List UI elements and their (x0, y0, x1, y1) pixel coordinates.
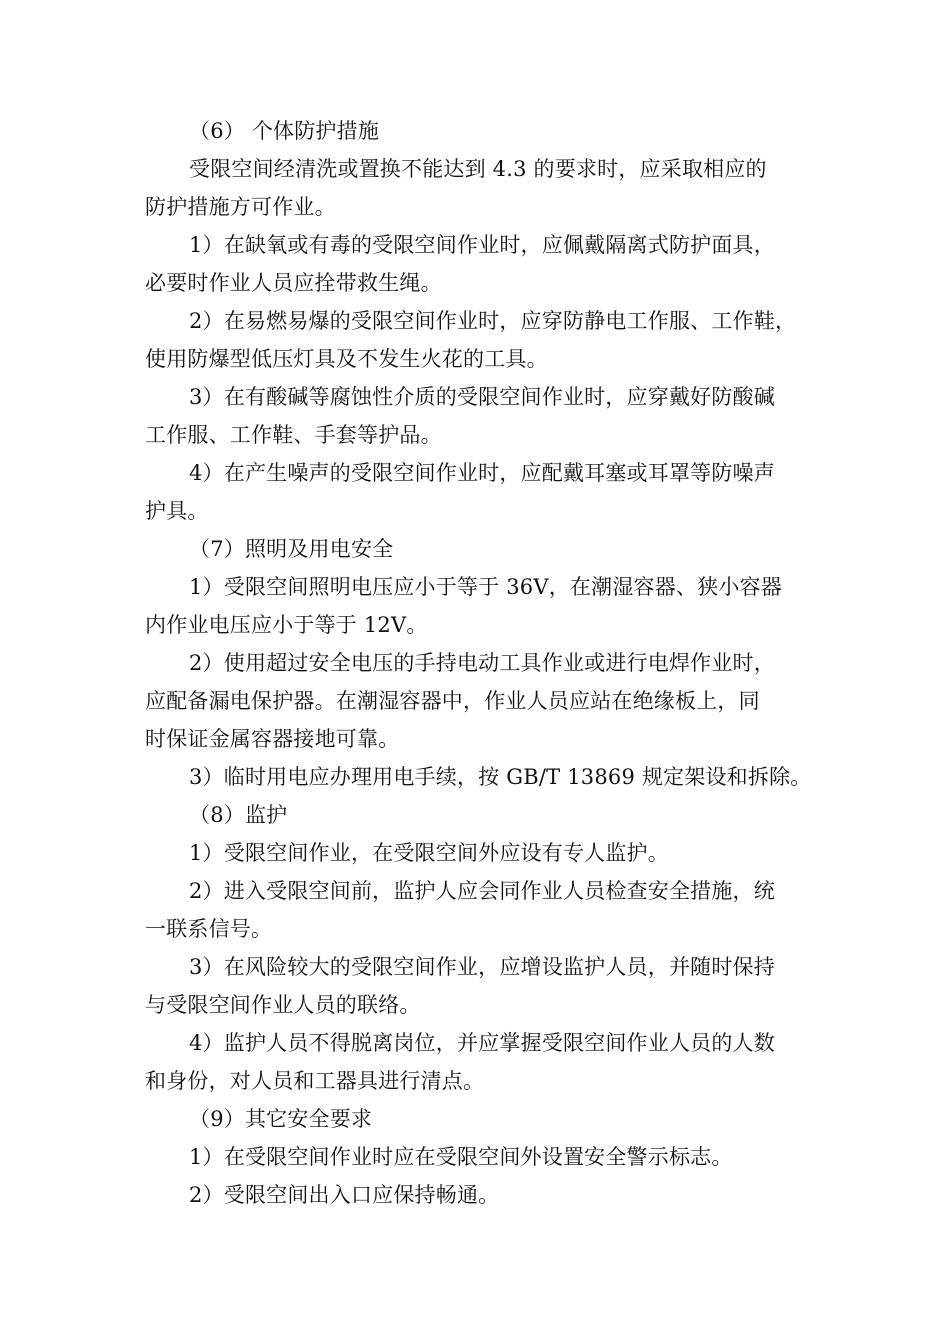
list-item-line: 1）受限空间照明电压应小于等于 36V，在潮湿容器、狭小容器 (189, 575, 782, 599)
list-item-line: 3）临时用电应办理用电手续，按 GB/T 13869 规定架设和拆除。 (189, 765, 812, 789)
list-item-line: 4）在产生噪声的受限空间作业时，应配戴耳塞或耳罩等防噪声 (189, 461, 775, 485)
list-item-line: 4）监护人员不得脱离岗位，并应掌握受限空间作业人员的人数 (189, 1031, 775, 1055)
list-item-line: 3）在有酸碱等腐蚀性介质的受限空间作业时，应穿戴好防酸碱 (189, 385, 775, 409)
list-item-line: 应配备漏电保护器。在潮湿容器中，作业人员应站在绝缘板上，同 (145, 689, 760, 713)
list-item-line: 工作服、工作鞋、手套等护品。 (145, 423, 442, 447)
paragraph-line: 防护措施方可作业。 (145, 195, 336, 219)
document-body (145, 112, 815, 1214)
list-item-line: 与受限空间作业人员的联络。 (145, 993, 421, 1017)
list-item-line: 1）受限空间作业，在受限空间外应设有专人监护。 (189, 841, 669, 865)
list-item-line: 护具。 (145, 499, 209, 523)
list-item-line: 3）在风险较大的受限空间作业，应增设监护人员，并随时保持 (189, 955, 775, 979)
list-item-line: 2）进入受限空间前，监护人应会同作业人员检查安全措施，统 (189, 879, 775, 903)
section-heading-6: （6） 个体防护措施 (189, 119, 380, 143)
section-heading-9: （9）其它安全要求 (189, 1107, 373, 1131)
list-item-line: 1）在受限空间作业时应在受限空间外设置安全警示标志。 (189, 1145, 733, 1169)
section-heading-8: （8）监护 (189, 803, 288, 827)
paragraph-line: 受限空间经清洗或置换不能达到 4.3 的要求时，应采取相应的 (189, 157, 767, 181)
list-item-line: 使用防爆型低压灯具及不发生火花的工具。 (145, 347, 548, 371)
list-item-line: 内作业电压应小于等于 12V。 (145, 613, 428, 637)
list-item-line: 1）在缺氧或有毒的受限空间作业时，应佩戴隔离式防护面具， (189, 233, 775, 257)
section-heading-7: （7）照明及用电安全 (189, 537, 394, 561)
list-item-line: 和身份，对人员和工器具进行清点。 (145, 1069, 485, 1093)
list-item-line: 2）在易燃易爆的受限空间作业时，应穿防静电工作服、工作鞋， (189, 309, 797, 333)
list-item-line: 必要时作业人员应拴带救生绳。 (145, 271, 442, 295)
list-item-line: 2）受限空间出入口应保持畅通。 (189, 1183, 500, 1207)
list-item-line: 时保证金属容器接地可靠。 (145, 727, 400, 751)
list-item-line: 2）使用超过安全电压的手持电动工具作业或进行电焊作业时， (189, 651, 775, 675)
list-item-line: 一联系信号。 (145, 917, 273, 941)
